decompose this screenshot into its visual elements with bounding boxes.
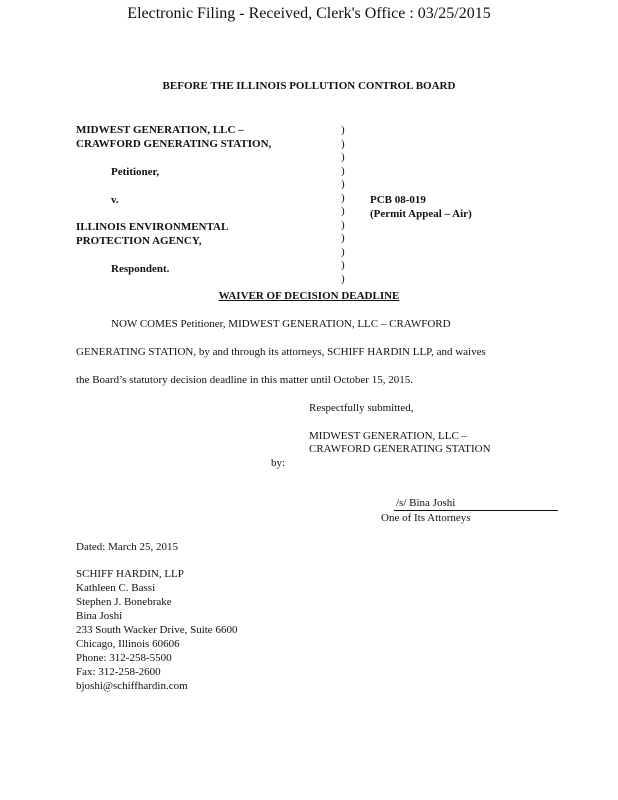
signature-line: [394, 497, 558, 511]
caption-paren: ): [341, 191, 345, 204]
caption-paren: ): [341, 164, 345, 177]
case-number: PCB 08-019: [370, 194, 426, 206]
filing-stamp: Electronic Filing - Received, Clerk's Office : 03/25/2015: [127, 5, 491, 22]
caption-paren: ): [341, 259, 345, 271]
caption-paren: ): [341, 272, 345, 285]
waiver-heading: WAIVER OF DECISION DEADLINE: [218, 290, 400, 302]
document-title: BEFORE THE ILLINOIS POLLUTION CONTROL BOARD: [162, 80, 456, 92]
body-line-1: NOW COMES Petitioner, MIDWEST GENERATION, LLC – CRAWFORD: [111, 318, 451, 330]
firm-city: Chicago, Illinois 60606: [76, 638, 180, 650]
petitioner-name-line1: MIDWEST GENERATION, LLC –: [76, 124, 244, 136]
firm-street: 233 South Wacker Drive, Suite 6600: [76, 624, 238, 636]
electronic-signature: /s/ Bina Joshi: [396, 497, 456, 509]
petitioner-name-line2: CRAWFORD GENERATING STATION,: [76, 138, 272, 150]
closing: Respectfully submitted,: [309, 402, 414, 414]
petitioner-role: Petitioner,: [111, 166, 160, 178]
caption-paren: ): [341, 245, 345, 258]
attorney-name: Stephen J. Bonebrake: [76, 596, 172, 608]
attorney-name: Kathleen C. Bassi: [76, 582, 156, 594]
caption-paren: ): [341, 124, 345, 136]
attorney-name: Bina Joshi: [76, 610, 123, 622]
caption-paren: ): [341, 232, 345, 244]
firm-email: bjoshi@schiffhardin.com: [76, 680, 188, 692]
caption-parentheses: [341, 124, 345, 286]
caption-paren: ): [341, 178, 345, 190]
signatory-party-line2: CRAWFORD GENERATING STATION: [309, 443, 491, 455]
respondent-name-line2: PROTECTION AGENCY,: [76, 235, 202, 247]
case-type: (Permit Appeal – Air): [370, 208, 472, 220]
firm-name: SCHIFF HARDIN, LLP: [76, 568, 184, 580]
versus-label: v.: [111, 194, 119, 206]
caption-paren: ): [341, 151, 345, 163]
respondent-role: Respondent.: [111, 263, 170, 275]
body-line-2: GENERATING STATION, by and through its attorneys, SCHIFF HARDIN LLP, and waives: [76, 346, 486, 358]
respondent-name-line1: ILLINOIS ENVIRONMENTAL: [76, 221, 229, 233]
caption-paren: ): [341, 218, 345, 231]
body-line-3: the Board’s statutory decision deadline in this matter until October 15, 2015.: [76, 374, 413, 386]
firm-address-block: [76, 567, 237, 693]
by-label: by:: [271, 457, 286, 469]
firm-fax: Fax: 312-258-2600: [76, 666, 161, 678]
firm-phone: Phone: 312-258-5500: [76, 652, 172, 664]
signatory-party-line1: MIDWEST GENERATION, LLC –: [309, 430, 468, 442]
caption-paren: ): [341, 137, 345, 150]
caption-paren: ): [341, 205, 345, 217]
signatory-capacity: One of Its Attorneys: [381, 512, 471, 524]
date-line: Dated: March 25, 2015: [76, 541, 179, 553]
